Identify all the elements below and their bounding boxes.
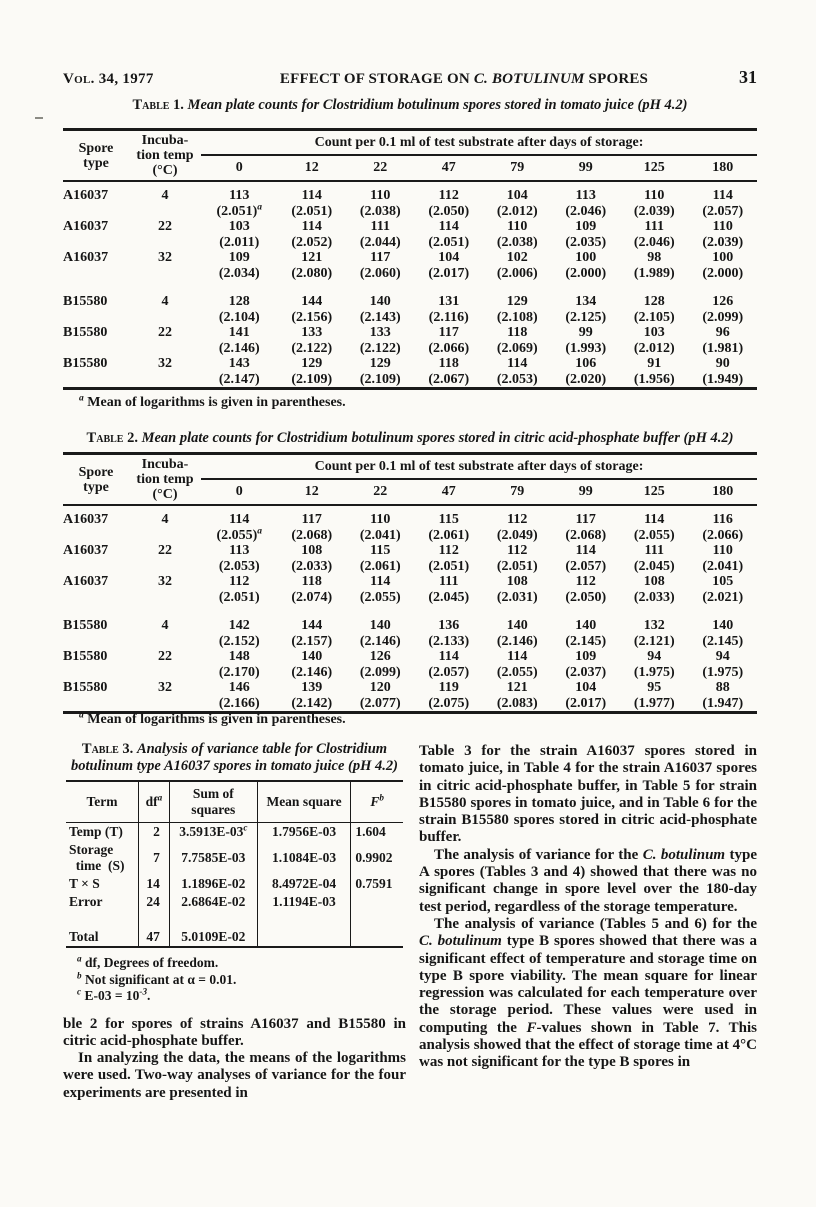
table-cell: 2: [138, 823, 169, 842]
table3-footnote-b: $^b$ Not significant at α = 0.01.: [77, 970, 237, 987]
cell-count: 103 (2.012): [633, 325, 675, 356]
table-cell: [351, 928, 403, 947]
table-cell: [351, 911, 403, 928]
table-cell: [257, 928, 351, 947]
col-header-day: 125: [643, 484, 665, 499]
cell-count: 141 (2.146): [218, 325, 260, 356]
table-cell: Temp (T): [69, 824, 123, 839]
cell-spore-type: B15580: [63, 294, 108, 309]
table-row: [66, 823, 403, 842]
table3-caption-label: Table 3.: [81, 741, 134, 757]
table-cell: 7: [138, 841, 169, 875]
table2-caption-label: Table 2.: [86, 430, 138, 446]
col-header-day: 79: [510, 484, 525, 499]
table1: [63, 128, 757, 390]
table-row: [66, 841, 403, 875]
right-column: [419, 743, 757, 1072]
cell-spore-type: A16037: [63, 512, 109, 527]
col-header-count: Count per 0.1 ml of test substrate after days of storage:: [201, 130, 757, 156]
cell-incubation-temp: 22: [158, 649, 172, 664]
table-row: [63, 680, 757, 713]
cell-count: 111 (2.045): [633, 543, 675, 574]
cell-count: 140 (2.146): [291, 649, 333, 680]
cell-count: 144 (2.157): [291, 618, 333, 649]
table-row: [63, 618, 757, 649]
cell-count: 114 (2.055): [633, 512, 675, 543]
col-header-day: 79: [510, 160, 525, 175]
table-cell: 0.7591: [351, 875, 403, 893]
cell-spore-type: B15580: [63, 356, 108, 371]
cell-count: 113 $(2.051)^a$: [216, 188, 263, 219]
cell-count: 140 (2.143): [359, 294, 401, 325]
table2: [63, 452, 757, 714]
col-header-day: 125: [643, 160, 665, 175]
table-row: [63, 294, 757, 325]
cell-count: 128 (2.105): [633, 294, 675, 325]
table-cell: T × S: [69, 876, 100, 891]
table-cell: 1.1084E-03: [257, 841, 351, 875]
cell-spore-type: B15580: [63, 680, 108, 695]
table2-footnote: $^a$ Mean of logarithms is given in parentheses.: [79, 710, 346, 727]
cell-count: 114 (2.055): [359, 574, 401, 605]
table-cell: [138, 911, 169, 928]
cell-count: 114 (2.051): [428, 219, 470, 250]
cell-count: 131 (2.116): [428, 294, 469, 325]
table-row: [63, 325, 757, 356]
cell-count: 99 (1.993): [565, 325, 607, 356]
cell-count: 121 (2.083): [496, 680, 538, 711]
cell-count: 114 (2.053): [496, 356, 538, 387]
cell-count: 114 (2.057): [428, 649, 470, 680]
cell-spore-type: B15580: [63, 618, 108, 633]
cell-incubation-temp: 4: [161, 188, 169, 203]
cell-count: 110 (2.041): [359, 512, 401, 543]
cell-count: 112 (2.051): [428, 543, 470, 574]
cell-count: 146 (2.166): [218, 680, 260, 711]
table1-footnote: $^a$ Mean of logarithms is given in parentheses.: [79, 393, 346, 410]
cell-count: 140 (2.146): [359, 618, 401, 649]
cell-count: 139 (2.142): [291, 680, 333, 711]
cell-count: 148 (2.170): [218, 649, 260, 680]
table2-grid: [63, 452, 757, 714]
table1-caption-label: Table 1.: [132, 97, 184, 113]
table3: [66, 780, 403, 948]
table-cell: 1.1896E-02: [169, 875, 257, 893]
cell-spore-type: B15580: [63, 325, 108, 340]
cell-count: 114 (2.055): [496, 649, 538, 680]
cell-count: 111 (2.044): [359, 219, 401, 250]
table3-grid: [66, 780, 403, 948]
cell-incubation-temp: 4: [161, 618, 169, 633]
table1-caption: [63, 97, 757, 114]
cell-count: 128 (2.104): [218, 294, 260, 325]
table-row: [63, 250, 757, 281]
running-title: EFFECT OF STORAGE ON C. BOTULINUM SPORES: [279, 71, 649, 87]
scan-artifact-mark: [35, 117, 43, 119]
cell-count: 102 (2.006): [496, 250, 538, 281]
table3-footnotes: [63, 955, 406, 1005]
table2-caption-text: Mean plate counts for Clostridium botulinum spores stored in citric acid-phosphate buffer (pH 4.2): [141, 430, 734, 446]
cell-count: 98 (1.989): [633, 250, 675, 281]
cell-incubation-temp: 22: [158, 543, 172, 558]
col-header-day: 99: [578, 484, 593, 499]
cell-count: 133 (2.122): [291, 325, 333, 356]
table-row: [63, 505, 757, 543]
table-cell: [66, 911, 138, 928]
col-header-day: 47: [441, 160, 456, 175]
body-paragraph: The analysis of variance for the C. botulinum type A spores (Tables 3 and 4) showed that there was no significant change in spore level over the 180-day test period, regardless of the storage temperature.: [419, 846, 758, 915]
cell-count: 117 (2.066): [428, 325, 470, 356]
col-header: Term: [86, 794, 118, 809]
header-row: [63, 130, 757, 156]
cell-count: 117 (2.068): [565, 512, 607, 543]
cell-spore-type: A16037: [63, 188, 109, 203]
table-row: [63, 181, 757, 219]
header-row: [66, 781, 403, 823]
table-row: [66, 911, 403, 928]
left-column-text: [63, 1016, 406, 1102]
cell-count: 108 (2.033): [633, 574, 675, 605]
table-row: [66, 928, 403, 947]
table-cell: 47: [138, 928, 169, 947]
table3-caption: [63, 741, 406, 775]
table-cell: [169, 911, 257, 928]
cell-count: 112 (2.050): [565, 574, 607, 605]
table-cell: 8.4972E-04: [257, 875, 351, 893]
col-header: Mean square: [257, 781, 351, 823]
cell-count: 112 (2.050): [428, 188, 470, 219]
cell-count: 108 (2.033): [291, 543, 333, 574]
table3-footnote-c: $^c$ $E-03 = 10^{-3}$.: [77, 986, 151, 1003]
cell-count: 129 (2.108): [496, 294, 538, 325]
cell-spore-type: A16037: [63, 219, 109, 234]
page-number: 31: [739, 67, 757, 87]
cell-incubation-temp: 32: [158, 574, 172, 589]
table-row: [63, 543, 757, 574]
cell-count: 94 (1.975): [633, 649, 675, 680]
cell-count: 110 (2.038): [359, 188, 401, 219]
cell-count: 104 (2.017): [428, 250, 470, 281]
table-cell: 7.7585E-03: [169, 841, 257, 875]
cell-count: 100 (2.000): [565, 250, 607, 281]
cell-count: 136 (2.133): [428, 618, 470, 649]
cell-spore-type: A16037: [63, 574, 109, 589]
cell-incubation-temp: 32: [158, 680, 172, 695]
table3-caption-text: Analysis of variance table for Clostridium botulinum type A16037 spores in tomato juice (pH 4.2): [71, 741, 398, 774]
cell-count: 96 (1.981): [702, 325, 744, 356]
cell-spore-type: B15580: [63, 649, 108, 664]
cell-count: 120 (2.077): [359, 680, 401, 711]
cell-count: 119 (2.075): [428, 680, 470, 711]
header-row: [63, 454, 757, 480]
col-header-day: 99: [578, 160, 593, 175]
table-row: [63, 356, 757, 389]
cell-count: 134 (2.125): [565, 294, 607, 325]
col-header: Sum of squares: [169, 781, 257, 823]
cell-count: 132 (2.121): [633, 618, 675, 649]
cell-count: 112 (2.049): [496, 512, 538, 543]
table-cell: 2.6864E-02: [169, 893, 257, 911]
table-cell: Error: [69, 894, 103, 909]
col-header: $df^a$: [138, 781, 169, 823]
cell-count: 104 (2.012): [496, 188, 538, 219]
cell-incubation-temp: 32: [158, 250, 172, 265]
cell-count: 109 (2.034): [218, 250, 260, 281]
cell-count: 116 (2.066): [702, 512, 744, 543]
table-row: [66, 893, 403, 911]
col-header-spore-type: Spore type: [78, 464, 114, 495]
cell-count: 105 (2.021): [702, 574, 744, 605]
cell-count: 110 (2.039): [702, 219, 744, 250]
col-header-day: 180: [712, 484, 734, 499]
cell-count: 143 (2.147): [218, 356, 260, 387]
col-header-spore-type: Spore type: [78, 140, 114, 171]
cell-count: 106 (2.020): [565, 356, 607, 387]
cell-incubation-temp: 4: [161, 294, 169, 309]
cell-count: 114 (2.052): [291, 219, 333, 250]
cell-incubation-temp: 22: [158, 219, 172, 234]
cell-count: 113 (2.053): [218, 543, 260, 574]
col-header-day: 0: [235, 484, 243, 499]
left-column: [63, 741, 406, 1102]
cell-count: 112 (2.051): [218, 574, 260, 605]
cell-count: 118 (2.074): [291, 574, 333, 605]
table-cell: 14: [138, 875, 169, 893]
cell-count: 140 (2.145): [565, 618, 607, 649]
cell-count: 111 (2.045): [428, 574, 470, 605]
cell-count: 126 (2.099): [359, 649, 401, 680]
cell-count: 129 (2.109): [359, 356, 401, 387]
cell-count: 115 (2.061): [428, 512, 470, 543]
cell-count: 115 (2.061): [359, 543, 401, 574]
cell-count: 114 (2.051): [291, 188, 333, 219]
cell-count: 94 (1.975): [702, 649, 744, 680]
cell-count: 121 (2.080): [291, 250, 333, 281]
cell-count: 109 (2.035): [565, 219, 607, 250]
col-header-day: 47: [441, 484, 456, 499]
cell-count: 110 (2.041): [702, 543, 744, 574]
group-spacer: [63, 605, 757, 618]
table-row: [63, 574, 757, 605]
cell-count: 104 (2.017): [565, 680, 607, 711]
cell-count: 108 (2.031): [496, 574, 538, 605]
running-head: [63, 67, 757, 88]
body-paragraph: Table 3 for the strain A16037 spores stored in tomato juice, in Table 4 for the strain A16037 spores in citric acid-phosphate buffer, in Table 5 for strain B15580 spores in tomato juice, and in Table 6 for the strain B15580 spores stored in citric acid-phosphate buffer.: [419, 743, 757, 846]
table-cell: 1.604: [351, 823, 403, 842]
cell-count: 142 (2.152): [218, 618, 260, 649]
col-header-incubation-temp: Incuba- tion temp (°C): [136, 457, 194, 502]
table-cell: 5.0109E-02: [169, 928, 257, 947]
cell-count: 110 (2.038): [496, 219, 538, 250]
col-header-day: 22: [373, 160, 388, 175]
cell-count: 114 (2.057): [565, 543, 607, 574]
table-cell: [257, 911, 351, 928]
table-row: [66, 875, 403, 893]
table3-footnote-a: $^a$ df, Degrees of freedom.: [77, 953, 219, 970]
cell-count: 112 (2.051): [496, 543, 538, 574]
cell-count: 95 (1.977): [633, 680, 675, 711]
cell-count: 133 (2.122): [359, 325, 401, 356]
cell-spore-type: A16037: [63, 543, 109, 558]
col-header-day: 12: [304, 484, 319, 499]
cell-count: 88 (1.947): [702, 680, 744, 711]
col-header: $F^b$: [351, 781, 403, 823]
cell-spore-type: A16037: [63, 250, 109, 265]
cell-count: 114 (2.057): [702, 188, 744, 219]
cell-count: 91 (1.956): [633, 356, 675, 387]
two-column-section: [63, 741, 757, 1121]
table-cell: [351, 893, 403, 911]
cell-count: 114 $(2.055)^a$: [216, 512, 263, 543]
table-cell: 24: [138, 893, 169, 911]
cell-count: 126 (2.099): [702, 294, 744, 325]
cell-count: 140 (2.146): [496, 618, 538, 649]
col-header-day: 180: [712, 160, 734, 175]
table2-caption: [63, 430, 757, 447]
cell-count: 144 (2.156): [291, 294, 333, 325]
cell-count: 110 (2.039): [633, 188, 675, 219]
table-row: [63, 219, 757, 250]
cell-count: 111 (2.046): [633, 219, 675, 250]
body-paragraph: In analyzing the data, the means of the logarithms were used. Two-way analyses of variance for the four experiments are presented in: [63, 1050, 406, 1101]
cell-count: 109 (2.037): [565, 649, 607, 680]
cell-count: 117 (2.060): [359, 250, 401, 281]
group-spacer: [63, 281, 757, 294]
cell-incubation-temp: 4: [161, 512, 169, 527]
cell-count: 118 (2.069): [496, 325, 538, 356]
table1-grid: [63, 128, 757, 390]
table-cell: Storage time (S): [69, 842, 125, 873]
table-cell: Total: [69, 929, 99, 944]
table-cell: 0.9902: [351, 841, 403, 875]
cell-count: 90 (1.949): [702, 356, 744, 387]
cell-count: 118 (2.067): [428, 356, 470, 387]
cell-count: 140 (2.145): [702, 618, 744, 649]
cell-count: 117 (2.068): [291, 512, 333, 543]
table1-caption-text: Mean plate counts for Clostridium botulinum spores stored in tomato juice (pH 4.2): [187, 97, 688, 113]
col-header-count: Count per 0.1 ml of test substrate after days of storage:: [201, 454, 757, 480]
cell-incubation-temp: 22: [158, 325, 172, 340]
cell-count: 113 (2.046): [565, 188, 607, 219]
body-paragraph: ble 2 for spores of strains A16037 and B15580 in citric acid-phosphate buffer.: [63, 1015, 406, 1049]
volume-line: Vol. 34, 1977: [63, 71, 154, 87]
col-header-day: 0: [235, 160, 243, 175]
table-cell: 1.1194E-03: [257, 893, 351, 911]
cell-count: 103 (2.011): [219, 219, 260, 250]
cell-count: 129 (2.109): [291, 356, 333, 387]
col-header-day: 22: [373, 484, 388, 499]
table-cell: 1.7956E-03: [257, 823, 351, 842]
body-paragraph: The analysis of variance (Tables 5 and 6) for the C. botulinum type B spores showed that there was a significant effect of temperature and storage time on type B spore viability. The mean square for linear regression was calculated for each temperature over the storage period. These values were used in computing the F-values shown in Table 7. This analysis showed that the effect of storage time at 4°C was not significant for the type B spores in: [419, 915, 758, 1071]
cell-incubation-temp: 32: [158, 356, 172, 371]
col-header-incubation-temp: Incuba- tion temp (°C): [136, 133, 194, 178]
col-header-day: 12: [304, 160, 319, 175]
table-row: [63, 649, 757, 680]
cell-count: 100 (2.000): [702, 250, 744, 281]
table-cell: 3.5913E-03$^c$: [169, 823, 257, 842]
